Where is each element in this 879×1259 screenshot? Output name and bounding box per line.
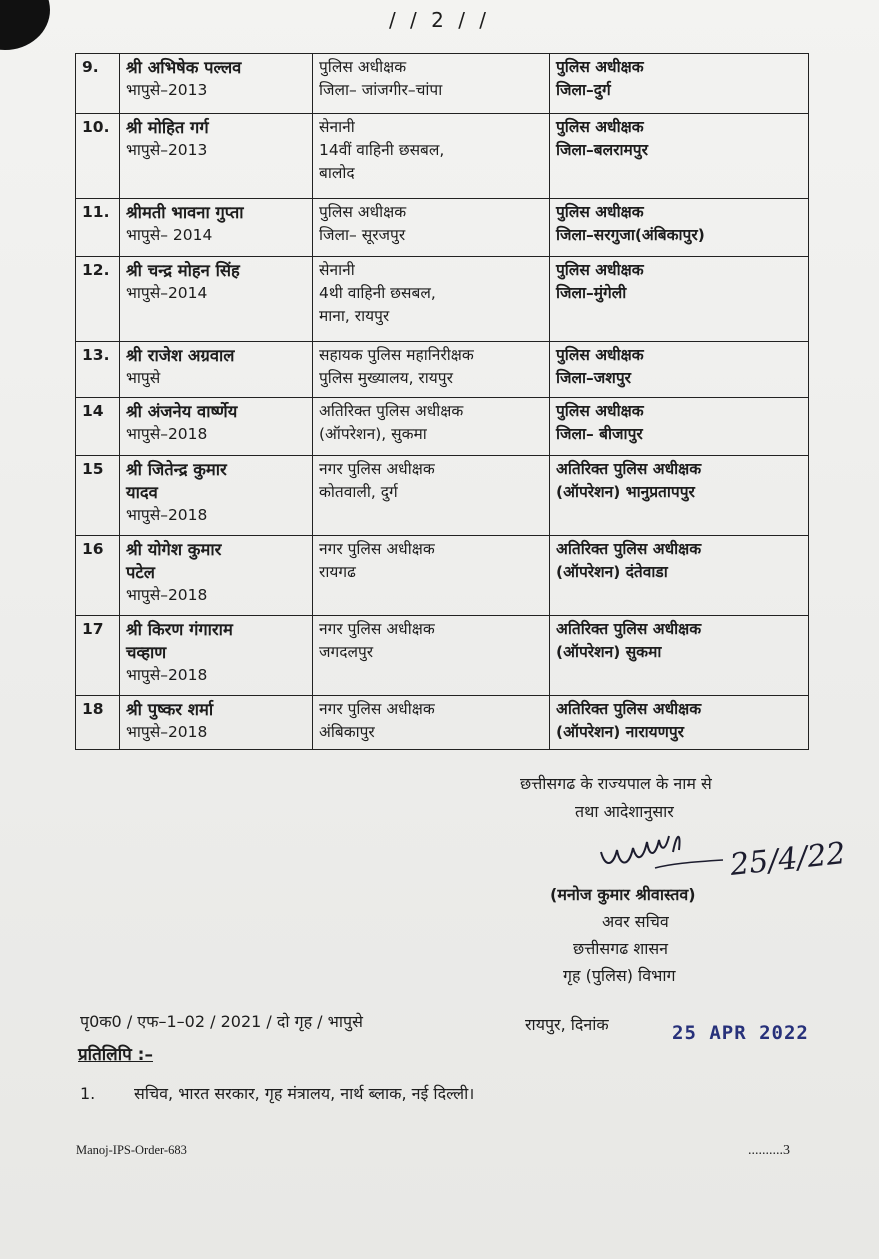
place-date: रायपुर, दिनांक	[525, 1015, 609, 1034]
new-posting-line: पुलिस अधीक्षक	[556, 58, 644, 76]
officer-name: श्री जितेन्द्र कुमार	[126, 460, 227, 479]
current-posting-line: नगर पुलिस अधीक्षक	[319, 460, 435, 478]
current-posting-line: जिला– सूरजपुर	[319, 226, 406, 244]
new-posting-line: अतिरिक्त पुलिस अधीक्षक	[556, 540, 702, 558]
serial-number: 15	[76, 456, 120, 536]
officer-cell	[120, 114, 313, 199]
signature-date: 25/4/22	[728, 836, 848, 883]
table-row	[76, 616, 809, 696]
service-batch: भापुसे–2018	[126, 723, 208, 741]
new-posting	[550, 114, 809, 199]
service-batch: भापुसे–2018	[126, 586, 208, 604]
new-posting-line: अतिरिक्त पुलिस अधीक्षक	[556, 620, 702, 638]
reference-number: पृ0क0 / एफ–1–02 / 2021 / दो गृह / भापुसे	[80, 1012, 363, 1031]
serial-number: 16	[76, 536, 120, 616]
current-posting-line: सहायक पुलिस महानिरीक्षक	[319, 346, 474, 364]
new-posting-line: (ऑपरेशन) नारायणपुर	[556, 723, 685, 741]
current-posting-line: बालोद	[319, 164, 355, 182]
new-posting	[550, 456, 809, 536]
current-posting-line: रायगढ	[319, 563, 356, 581]
next-page-marker: ..........3	[748, 1143, 790, 1158]
officer-name: श्री किरण गंगाराम	[126, 620, 233, 639]
current-posting	[313, 342, 550, 398]
officer-name: श्री अंजनेय वार्ष्णेय	[126, 402, 238, 421]
officer-cell	[120, 616, 313, 696]
officer-name: श्री पुष्कर शर्मा	[126, 700, 214, 719]
date-stamp: 25 APR 2022	[672, 1022, 809, 1044]
current-posting	[313, 199, 550, 257]
current-posting	[313, 257, 550, 342]
officer-cell	[120, 199, 313, 257]
table-row	[76, 536, 809, 616]
serial-number: 10.	[76, 114, 120, 199]
officer-name: श्री मोहित गर्ग	[126, 118, 209, 137]
signatory-govt: छत्तीसगढ शासन	[573, 939, 669, 958]
serial-number: 17	[76, 616, 120, 696]
current-posting-line: पुलिस अधीक्षक	[319, 203, 407, 221]
service-batch: भापुसे–2018	[126, 506, 208, 524]
new-posting-line: (ऑपरेशन) दंतेवाडा	[556, 563, 668, 581]
service-batch: भापुसे–2018	[126, 666, 208, 684]
serial-number: 14	[76, 398, 120, 456]
officer-name: श्रीमती भावना गुप्ता	[126, 203, 244, 222]
officer-cell	[120, 257, 313, 342]
current-posting-line: सेनानी	[319, 261, 355, 279]
new-posting	[550, 54, 809, 114]
new-posting-line: अतिरिक्त पुलिस अधीक्षक	[556, 700, 702, 718]
current-posting	[313, 536, 550, 616]
signature-icon	[595, 822, 725, 872]
new-posting-line: जिला–बलरामपुर	[556, 141, 648, 159]
current-posting	[313, 616, 550, 696]
new-posting	[550, 257, 809, 342]
current-posting-line: 4थी वाहिनी छसबल,	[319, 284, 436, 302]
officer-cell	[120, 398, 313, 456]
officer-name-cont: यादव	[126, 483, 158, 502]
new-posting-line: पुलिस अधीक्षक	[556, 203, 644, 221]
officer-cell	[120, 342, 313, 398]
new-posting-line: जिला–सरगुजा(अंबिकापुर)	[556, 226, 705, 244]
current-posting-line: 14वीं वाहिनी छसबल,	[319, 141, 445, 159]
service-batch: भापुसे	[126, 369, 161, 387]
current-posting	[313, 398, 550, 456]
authority-line-1: छत्तीसगढ के राज्यपाल के नाम से	[520, 774, 712, 793]
transfer-order-table	[75, 53, 809, 750]
new-posting-line: पुलिस अधीक्षक	[556, 402, 644, 420]
table-row	[76, 398, 809, 456]
table-row	[76, 54, 809, 114]
new-posting	[550, 536, 809, 616]
authority-line-2: तथा आदेशानुसार	[575, 802, 674, 821]
table-row	[76, 342, 809, 398]
service-batch: भापुसे–2013	[126, 141, 208, 159]
service-batch: भापुसे– 2014	[126, 226, 213, 244]
copy-heading: प्रतिलिपि :–	[78, 1045, 153, 1065]
officer-cell	[120, 54, 313, 114]
page-number: / / 2 / /	[388, 8, 491, 32]
new-posting-line: जिला–जशपुर	[556, 369, 631, 387]
new-posting-line: (ऑपरेशन) सुकमा	[556, 643, 662, 661]
officer-cell	[120, 456, 313, 536]
table-row	[76, 696, 809, 750]
copy-item	[80, 1082, 474, 1104]
officer-cell	[120, 696, 313, 750]
new-posting	[550, 616, 809, 696]
officer-name-cont: चव्हाण	[126, 643, 167, 662]
current-posting-line: (ऑपरेशन), सुकमा	[319, 425, 427, 443]
new-posting-line: पुलिस अधीक्षक	[556, 346, 644, 364]
current-posting	[313, 456, 550, 536]
new-posting	[550, 199, 809, 257]
officer-cell	[120, 536, 313, 616]
current-posting-line: नगर पुलिस अधीक्षक	[319, 700, 435, 718]
current-posting-line: पुलिस मुख्यालय, रायपुर	[319, 369, 453, 387]
current-posting-line: पुलिस अधीक्षक	[319, 58, 407, 76]
officer-name: श्री अभिषेक पल्लव	[126, 58, 242, 77]
new-posting	[550, 342, 809, 398]
current-posting-line: सेनानी	[319, 118, 355, 136]
signatory-designation: अवर सचिव	[602, 912, 669, 931]
serial-number: 11.	[76, 199, 120, 257]
service-batch: भापुसे–2013	[126, 81, 208, 99]
serial-number: 12.	[76, 257, 120, 342]
current-posting	[313, 696, 550, 750]
service-batch: भापुसे–2018	[126, 425, 208, 443]
current-posting-line: नगर पुलिस अधीक्षक	[319, 620, 435, 638]
current-posting-line: अतिरिक्त पुलिस अधीक्षक	[319, 402, 464, 420]
new-posting-line: पुलिस अधीक्षक	[556, 118, 644, 136]
table-row	[76, 257, 809, 342]
current-posting-line: जगदलपुर	[319, 643, 374, 661]
current-posting-line: नगर पुलिस अधीक्षक	[319, 540, 435, 558]
service-batch: भापुसे–2014	[126, 284, 208, 302]
new-posting-line: (ऑपरेशन) भानुप्रतापपुर	[556, 483, 695, 501]
officer-name-cont: पटेल	[126, 563, 155, 582]
new-posting-line: जिला–दुर्ग	[556, 81, 611, 99]
new-posting	[550, 398, 809, 456]
serial-number: 18	[76, 696, 120, 750]
table-row	[76, 199, 809, 257]
new-posting-line: पुलिस अधीक्षक	[556, 261, 644, 279]
current-posting-line: कोतवाली, दुर्ग	[319, 483, 398, 501]
table-row	[76, 456, 809, 536]
new-posting-line: अतिरिक्त पुलिस अधीक्षक	[556, 460, 702, 478]
serial-number: 9.	[76, 54, 120, 114]
current-posting	[313, 114, 550, 199]
new-posting	[550, 696, 809, 750]
new-posting-line: जिला– बीजापुर	[556, 425, 643, 443]
signatory-dept: गृह (पुलिस) विभाग	[563, 966, 676, 985]
table-row	[76, 114, 809, 199]
officer-name: श्री योगेश कुमार	[126, 540, 222, 559]
current-posting-line: जिला– जांजगीर–चांपा	[319, 81, 443, 99]
new-posting-line: जिला–मुंगेली	[556, 284, 627, 302]
file-reference: Manoj-IPS-Order-683	[76, 1143, 187, 1157]
current-posting-line: माना, रायपुर	[319, 307, 390, 325]
serial-number: 13.	[76, 342, 120, 398]
copy-item-number: 1.	[80, 1084, 96, 1103]
current-posting	[313, 54, 550, 114]
copy-item-text: सचिव, भारत सरकार, गृह मंत्रालय, नार्थ ब्लाक, नई दिल्ली।	[134, 1084, 475, 1103]
officer-name: श्री चन्द्र मोहन सिंह	[126, 261, 240, 280]
officer-name: श्री राजेश अग्रवाल	[126, 346, 235, 365]
current-posting-line: अंबिकापुर	[319, 723, 375, 741]
signatory-name: (मनोज कुमार श्रीवास्तव)	[550, 885, 696, 904]
